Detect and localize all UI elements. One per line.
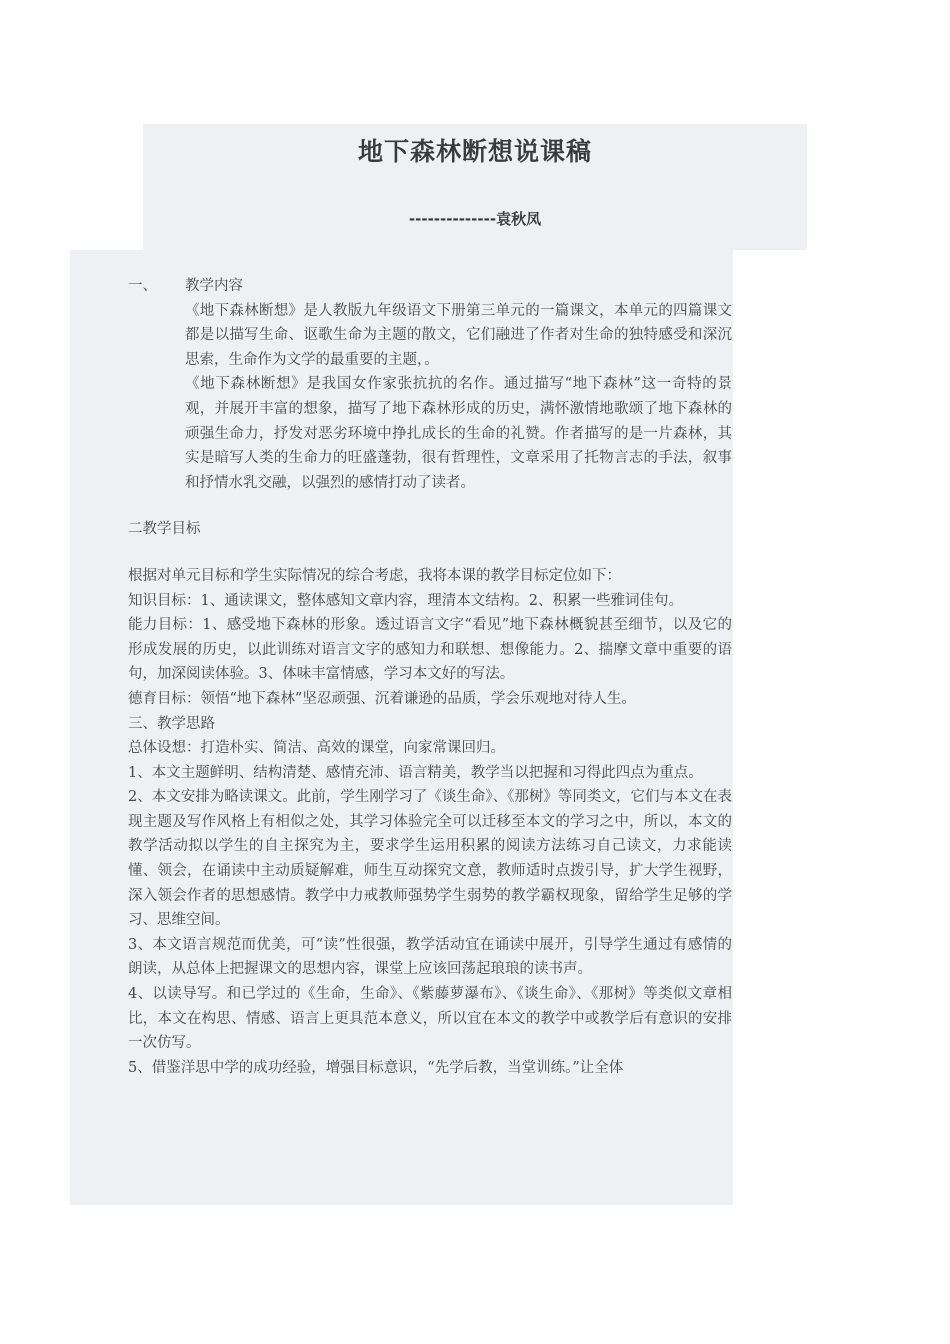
- title-block: [143, 124, 807, 250]
- overall-idea: 总体设想：打造朴实、简洁、高效的课堂，向家常课回归。: [128, 740, 505, 757]
- list-item: 5、借鉴洋思中学的成功经验，增强目标意识，“先学后教，当堂训练。”让全体: [128, 1059, 624, 1076]
- section-1-paragraph-2: 《地下森林断想》是我国女作家张抗抗的名作。通过描写“地下森林”这一奇特的景观，并展开丰富的想象，描写了地下森林形成的历史，满怀激情地歌颂了地下森林的顽强生命力，抒发对恶劣环境中挣扎成长的生命的礼赞。作者描写的是一片森林，其实是暗写人类的生命力的旺盛蓬勃，很有哲理性，文章采用了托物言志的手法，叙事和抒情水乳交融，以强烈的感情打动了读者。: [185, 376, 732, 491]
- moral-goal: 德育目标：领悟“地下森林”坚忍顽强、沉着谦逊的品质，学会乐观地对待人生。: [128, 690, 636, 707]
- section-2-intro: 根据对单元目标和学生实际情况的综合考虑，我将本课的教学目标定位如下：: [128, 567, 621, 584]
- section-1-heading: [128, 274, 732, 299]
- author-line: --------------袁秋凤: [408, 210, 542, 228]
- list-item: 3、本文语言规范而优美，可“读”性很强，教学活动宜在诵读中展开，引导学生通过有感情的朗读，从总体上把握课文的思想内容，课堂上应该回荡起琅琅的读书声。: [128, 936, 732, 978]
- list-item: 4、以读导写。和已学过的《生命，生命》、《紫藤萝瀑布》、《谈生命》、《那树》等类似文章相比，本文在构思、情感、语言上更具范本意义，所以宜在本文的教学中或教学后有意识的安排一次仿写。: [128, 986, 732, 1052]
- section-1-paragraph-1: 《地下森林断想》是人教版九年级语文下册第三单元的一篇课文，本单元的四篇课文都是以描写生命、讴歌生命为主题的散文，它们融进了作者对生命的独特感受和深沉思索，生命作为文学的最重要的主题，。: [185, 302, 732, 368]
- knowledge-goal: 知识目标：1、通读课文，整体感知文章内容，理清本文结构。2、积累一些雅词佳句。: [128, 592, 683, 609]
- list-item: 2、本文安排为略读课文。此前，学生刚学习了《谈生命》、《那树》等同类文，它们与本文在表现主题及写作风格上有相似之处，其学习体验完全可以迁移至本文的学习之中，所以，本文的教学活动拟以学生的自主探究为主，要求学生运用积累的阅读方法练习自己读文，力求能读懂、领会，在诵读中主动质疑解难，师生互动探究文意，教师适时点拨引导，扩大学生视野，深入领会作者的思想感情。教学中力戒教师强势学生弱势的教学霸权现象，留给学生足够的学习、思维空间。: [128, 789, 732, 929]
- section-1-number: 一、: [128, 278, 157, 294]
- section-3-heading: 三、教学思路: [128, 715, 215, 732]
- list-item: 1、本文主题鲜明、结构清楚、感情充沛、语言精美，教学当以把握和习得此四点为重点。: [128, 764, 703, 781]
- spacer: [128, 495, 732, 517]
- ability-goal: 能力目标：1、感受地下森林的形象。透过语言文字“看见”地下森林概貌甚至细节，以及它的形成发展的历史，以此训练对语言文字的感知力和联想、想像能力。2、揣摩文章中重要的语句，加深阅读体验。3、体味丰富情感，学习本文好的写法。: [128, 617, 732, 683]
- document-body: [128, 274, 732, 1080]
- section-2-heading: 二教学目标: [128, 521, 201, 538]
- spacer: [128, 542, 732, 564]
- section-1-title: 教学内容: [185, 278, 243, 294]
- document-title: 地下森林断想说课稿: [357, 137, 592, 166]
